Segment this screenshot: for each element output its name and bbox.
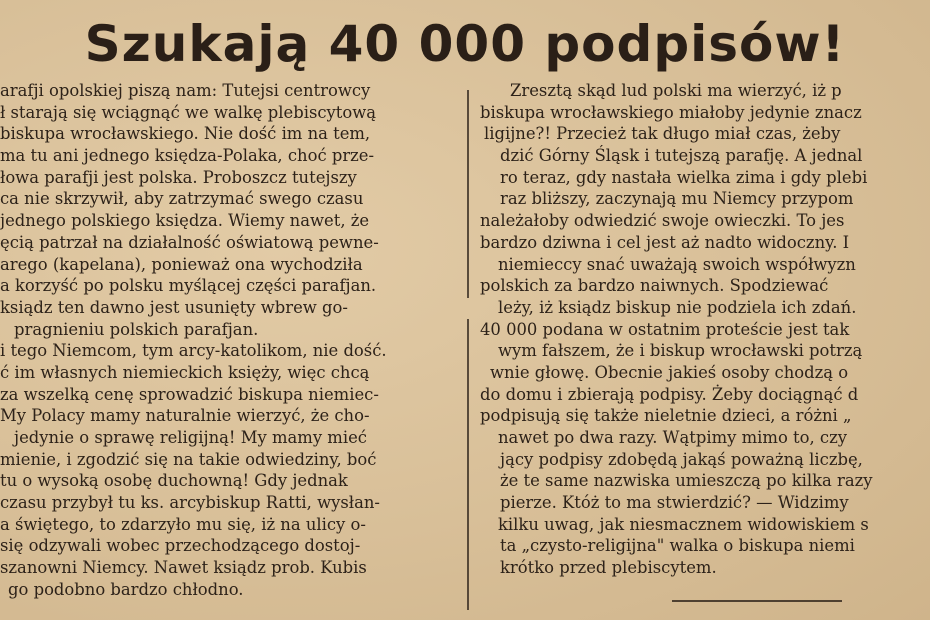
text-line: czasu przybył tu ks. arcybiskup Ratti, wysłan-	[0, 493, 380, 513]
text-line: szanowni Niemcy. Nawet ksiądz prob. Kubis	[0, 558, 367, 578]
text-line: i tego Niemcom, tym arcy-katolikom, nie dość.	[0, 341, 387, 361]
article-headline: Szukają 40 000 podpisów!	[84, 15, 846, 73]
text-line: ksiądz ten dawno jest usunięty wbrew go-	[0, 297, 348, 317]
text-line: łowa parafji jest polska. Proboszcz tutejszy	[0, 167, 357, 187]
text-line: polskich za bardzo naiwnych. Spodziewać	[480, 276, 829, 296]
text-line: ca nie skrzywił, aby zatrzymać swego czasu	[0, 189, 364, 209]
text-line: jący podpisy zdobędą jakąś poważną liczbę,	[500, 449, 863, 469]
text-line: podpisują się także nieletnie dzieci, a różni „	[480, 406, 852, 426]
text-line: wym fałszem, że i biskup wrocławski potrzą	[498, 341, 863, 361]
text-line: a świętego, to zdarzyło mu się, iż na ulicy o-	[0, 514, 366, 534]
text-line: leży, iż ksiądz biskup nie podziela ich zdań.	[498, 297, 857, 317]
text-line: wnie głowę. Obecnie jakieś osoby chodzą o	[490, 362, 849, 382]
text-line: arego (kapelana), ponieważ ona wychodziła	[0, 254, 363, 274]
text-line: ęcią patrzał na działalność oświatową pewne-	[0, 232, 379, 252]
left-text-column	[0, 80, 466, 601]
text-line: że te same nazwiska umieszczą po kilka razy	[500, 471, 873, 491]
text-line: pierze. Któż to ma stwierdzić? — Widzimy	[500, 493, 849, 513]
text-line: go podobno bardzo chłodno.	[8, 579, 244, 599]
text-line: pragnieniu polskich parafjan.	[14, 319, 259, 339]
text-line: jednego polskiego księdza. Wiemy nawet, że	[0, 211, 370, 231]
text-line: za wszelką cenę sprowadzić biskupa niemiec-	[0, 384, 379, 404]
text-line: My Polacy mamy naturalnie wierzyć, że cho-	[0, 406, 370, 426]
text-line: 40 000 podana w ostatnim proteście jest tak	[480, 319, 850, 339]
text-line: ma tu ani jednego księdza-Polaka, choć prze-	[0, 146, 375, 166]
text-line: kilku uwag, jak niesmacznem widowiskiem s	[498, 514, 869, 534]
text-line: biskupa wrocławskiego miałoby jedynie znacz	[480, 102, 862, 122]
column-divider	[467, 90, 469, 610]
text-line: dzić Górny Śląsk i tutejszą parafję. A jednal	[500, 146, 863, 166]
right-text-column	[470, 80, 930, 579]
text-line: ta „czysto-religijna" walka o biskupa niemi	[500, 536, 855, 556]
text-line: do domu i zbierają podpisy. Żeby dociągnąć d	[480, 384, 859, 404]
text-line: a korzyść po polsku myślącej części parafjan.	[0, 276, 377, 296]
end-of-article-rule	[672, 600, 842, 602]
text-line: krótko przed plebiscytem.	[500, 558, 717, 578]
text-line: niemieccy snać uważają swoich współwyzn	[498, 254, 856, 274]
text-line: ć im własnych niemieckich księży, więc chcą	[0, 362, 370, 382]
text-line: ł starają się wciągnąć we walkę plebiscytową	[0, 102, 377, 122]
text-line: nawet po dwa razy. Wątpimy mimo to, czy	[498, 428, 847, 447]
text-line: się odzywali wobec przechodzącego dostoj-	[0, 536, 361, 556]
text-line: ro teraz, gdy nastała wielka zima i gdy plebi	[500, 167, 868, 187]
text-line: biskupa wrocławskiego. Nie dość im na tem,	[0, 124, 371, 144]
text-line: jedynie o sprawę religijną! My mamy mieć	[14, 428, 367, 447]
text-line: należałoby odwiedzić swoje owieczki. To jes	[480, 211, 845, 231]
text-line: mienie, i zgodzić się na takie odwiedziny, boć	[0, 449, 377, 469]
text-line: Zresztą skąd lud polski ma wierzyć, iż p	[510, 81, 842, 100]
text-line: ligijne?! Przecież tak długo miał czas, żeby	[484, 124, 841, 144]
text-line: arafji opolskiej piszą nam: Tutejsi centrowcy	[0, 81, 371, 100]
text-line: raz bliższy, zaczynają mu Niemcy przypom	[500, 189, 854, 209]
text-line: bardzo dziwna i cel jest aż nadto widoczny. I	[480, 232, 850, 252]
text-line: tu o wysoką osobę duchowną! Gdy jednak	[0, 471, 348, 491]
